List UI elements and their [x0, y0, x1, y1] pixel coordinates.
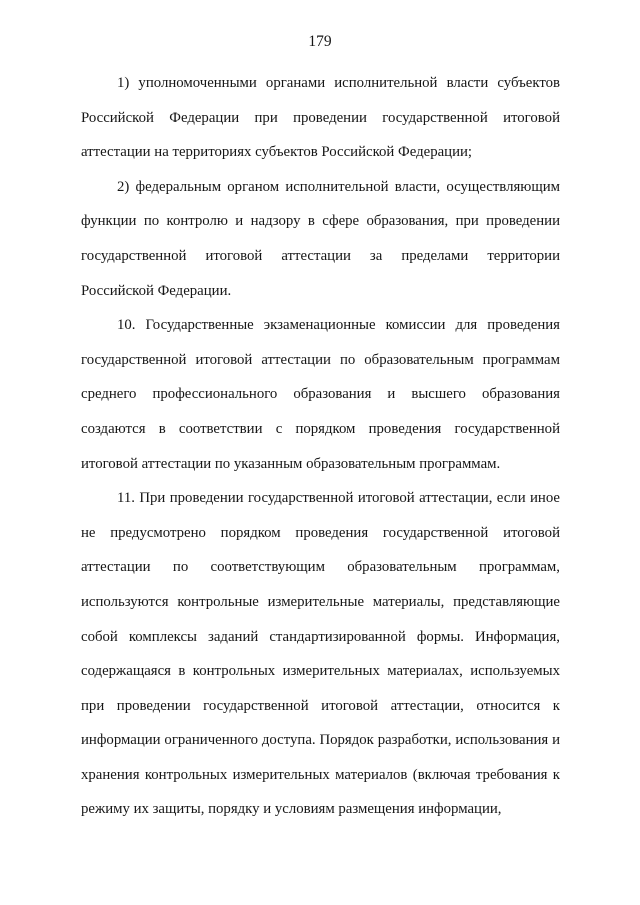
paragraph-section-11: 11. При проведении государственной итоговой аттестации, если иное не предусмотрено порядком проведения государственной итоговой аттестации по соответствующим образовательным программам, используются контрольные измерительные материалы, представляющие собой комплексы заданий стандартизированной формы. Информация, содержащаяся в контрольных измерительных материалах, используемых при проведении государственной итоговой аттестации, относится к информации ограниченного доступа. Порядок разработки, использования и хранения контрольных измерительных материалов (включая требования к режиму их защиты, порядку и условиям размещения информации,	[81, 490, 560, 818]
paragraph-section-10: 10. Государственные экзаменационные комиссии для проведения государственной итоговой аттестации по образовательным программам среднего профессионального образования и высшего образования создаются в соответствии с порядком проведения государственной итоговой аттестации по указанным образовательным программам.	[81, 317, 560, 472]
paragraph-item-1: 1) уполномоченными органами исполнительной власти субъектов Российской Федерации при проведении государственной итоговой аттестации на территориях субъектов Российской Федерации;	[81, 75, 560, 161]
document-body	[81, 66, 560, 827]
page-number: 179	[308, 33, 332, 50]
paragraph-item-2: 2) федеральным органом исполнительной власти, осуществляющим функции по контролю и надзору в сфере образования, при проведении государственной итоговой аттестации за пределами территории Российской Федерации.	[81, 178, 560, 299]
